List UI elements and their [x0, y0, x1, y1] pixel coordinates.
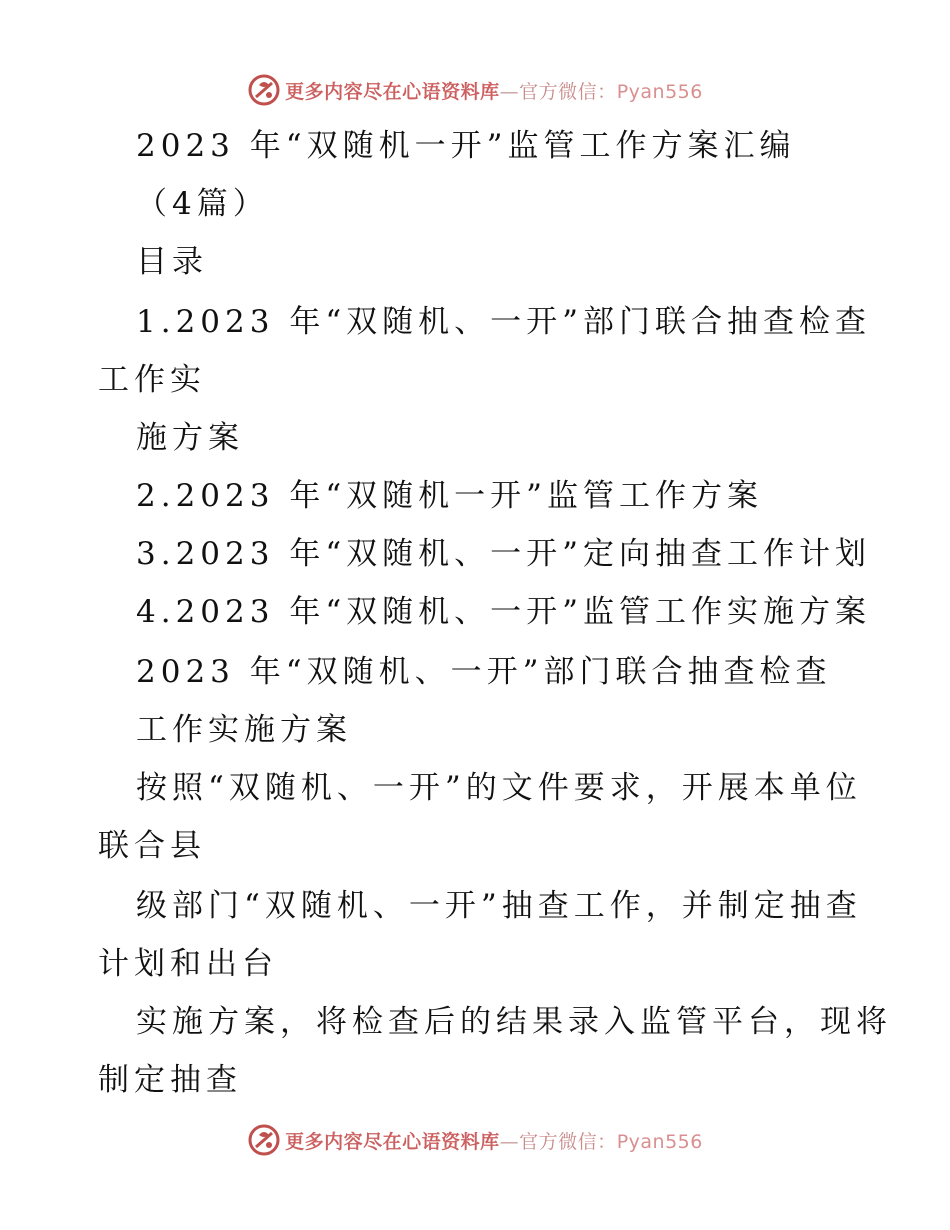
- watermark-wechat-id: Pyan556: [616, 80, 703, 103]
- section-title-line-2: 工作实施方案: [136, 712, 352, 748]
- body-line-4: 计划和出台: [98, 946, 278, 982]
- watermark-dash: —: [499, 1130, 520, 1153]
- toc-item-2: 2.2023 年“双随机一开”监管工作方案: [136, 478, 764, 514]
- watermark-text: [285, 77, 703, 104]
- document-title-line-2: （4篇）: [136, 186, 269, 222]
- body-line-5: 实施方案，将检查后的结果录入监管平台，现将: [136, 1004, 892, 1040]
- body-line-6: 制定抽查: [98, 1062, 242, 1098]
- toc-item-3: 3.2023 年“双随机、一开”定向抽查工作计划: [136, 536, 872, 572]
- toc-heading: 目录: [136, 244, 208, 280]
- seal-logo-icon: [247, 73, 281, 107]
- document-title-line-1: 2023 年“双随机一开”监管工作方案汇编: [136, 128, 796, 164]
- toc-item-1-line-1: 1.2023 年“双随机、一开”部门联合抽查检查: [136, 304, 872, 340]
- body-line-1: 按照“双随机、一开”的文件要求，开展本单位: [136, 770, 862, 806]
- body-line-3: 级部门“双随机、一开”抽查工作，并制定抽查: [136, 888, 862, 924]
- watermark-library: 更多内容尽在心语资料库: [285, 1130, 500, 1153]
- footer-watermark: [0, 1120, 950, 1160]
- watermark-dash: —: [499, 80, 520, 103]
- toc-item-1-line-2: 工作实: [98, 362, 206, 398]
- watermark-text: [285, 1127, 703, 1154]
- toc-item-4: 4.2023 年“双随机、一开”监管工作实施方案: [136, 594, 872, 630]
- seal-logo-icon: [247, 1123, 281, 1157]
- watermark-library: 更多内容尽在心语资料库: [285, 80, 500, 103]
- body-line-2: 联合县: [98, 828, 206, 864]
- watermark-wechat-label: 官方微信：: [519, 80, 617, 103]
- toc-item-1-line-3: 施方案: [136, 420, 244, 456]
- section-title-line-1: 2023 年“双随机、一开”部门联合抽查检查: [136, 654, 832, 690]
- header-watermark: [0, 70, 950, 110]
- watermark-wechat-id: Pyan556: [616, 1130, 703, 1153]
- watermark-wechat-label: 官方微信：: [519, 1130, 617, 1153]
